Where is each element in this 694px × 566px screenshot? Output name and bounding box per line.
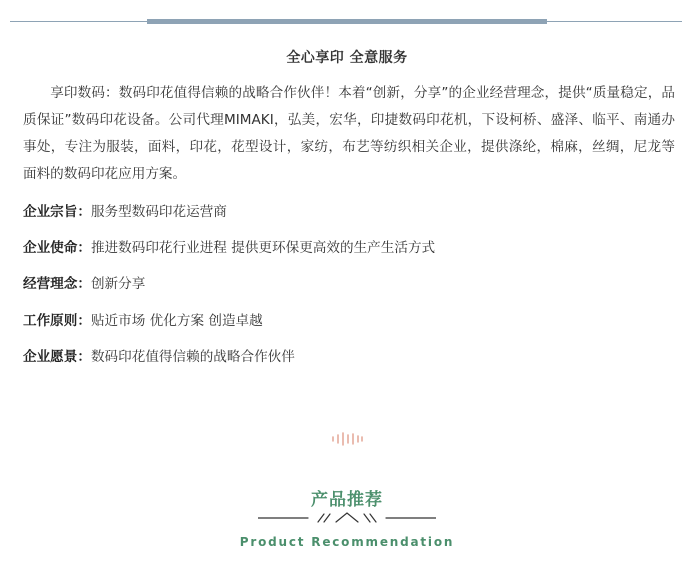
item-label: 企业宗旨：	[23, 204, 91, 220]
section-title: 产品推荐	[311, 490, 383, 510]
title-ornament-icon	[258, 510, 436, 526]
section-subtitle: Product Recommendation	[239, 535, 455, 549]
item-value: 服务型数码印花运营商	[90, 204, 227, 220]
item-value: 数码印花值得信赖的战略合作伙伴	[90, 349, 295, 365]
list-item-vision	[23, 346, 673, 368]
page-title: 全心享印 全意服务	[286, 50, 408, 66]
item-label: 工作原则：	[23, 313, 91, 329]
item-label: 企业使命：	[23, 240, 91, 256]
list-item-mission	[23, 237, 673, 259]
sound-wave-divider-icon	[331, 432, 363, 446]
intro-paragraph: 享印数码：数码印花值得信赖的战略合作伙伴！本着“创新，分享”的企业经营理念，提供“质量稳定，品质保证”数码印花设备。公司代理MIMAKI，弘美，宏华，印捷数码印花机，下设柯桥、盛泽、临平、南通办事处，专注为服装，面料，印花，花型设计，家纺，布艺等纺织相关企业，提供涤纶，棉麻，丝绸，尼龙等面料的数码印花应用方案。	[23, 85, 675, 182]
list-item-mission-statement	[23, 201, 673, 223]
item-value: 推进数码印花行业进程 提供更环保更高效的生产生活方式	[90, 240, 436, 256]
item-label: 企业愿景：	[23, 349, 91, 365]
top-divider-bar	[147, 19, 547, 24]
list-item-principles	[23, 310, 673, 332]
item-value: 创新分享	[90, 276, 146, 292]
item-label: 经营理念：	[23, 276, 91, 292]
list-item-philosophy	[23, 273, 673, 295]
item-value: 贴近市场 优化方案 创造卓越	[90, 313, 263, 329]
